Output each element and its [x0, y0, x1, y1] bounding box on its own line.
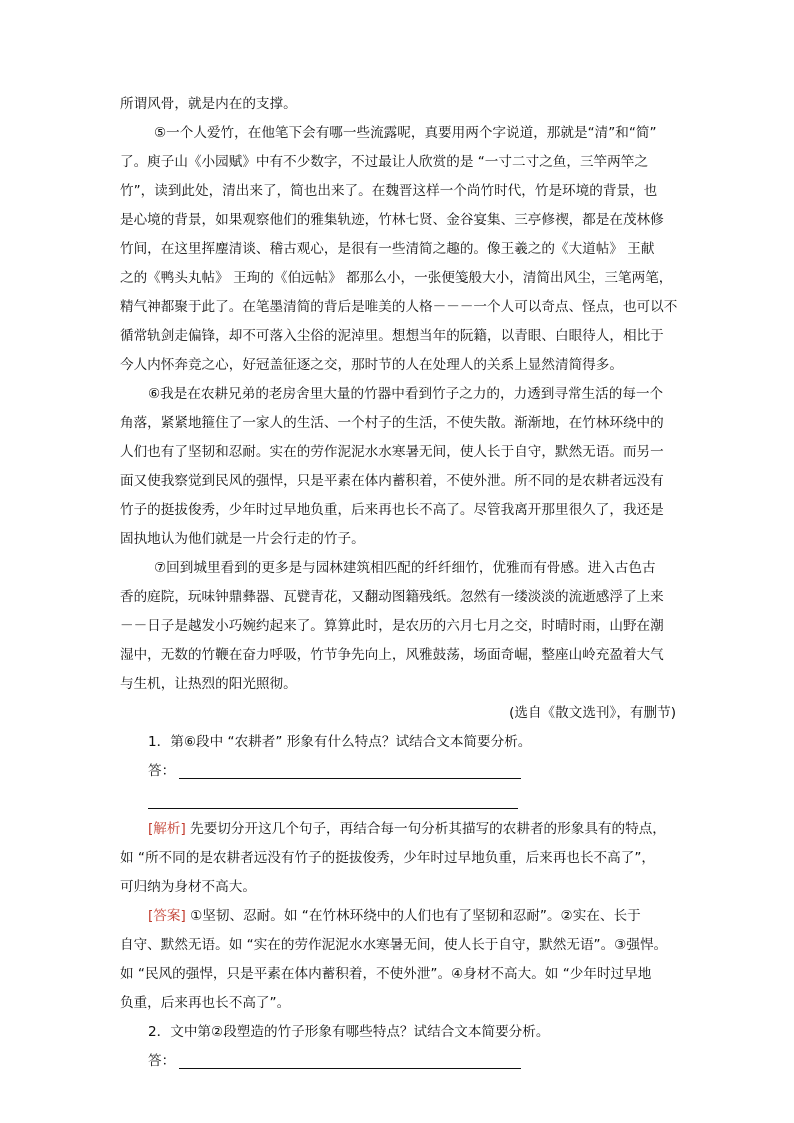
text-line: 了。庾子山《小园赋》中有不少数字，不过最让人欣赏的是 “一寸二寸之鱼，三竿两竿之	[120, 154, 648, 170]
text-line: 之的《鸭头丸帖》 王珣的《伯远帖》 都那么小，一张便笺般大小，清简出风尘，三笔两笔，	[120, 270, 673, 286]
text-line: 面又使我察觉到民风的强悍，只是平素在体内蓄积着，不使外泄。所不同的是农耕者远没有	[120, 473, 664, 489]
answer-blank-line[interactable]	[179, 760, 521, 779]
answer-tag: [答案]	[148, 908, 186, 924]
answer-blank-line[interactable]	[148, 786, 518, 809]
text-line: 竹”，读到此处，清出来了，简也出来了。在魏晋这样一个尚竹时代，竹是环境的背景，也	[120, 183, 658, 199]
answer-blank-line[interactable]	[179, 1050, 521, 1069]
answer-blank-row	[120, 786, 676, 815]
text-line: 竹间，在这里挥麈清谈、稽古观心，是很有一些清简之趣的。像王羲之的《大道帖》 王献	[120, 241, 655, 257]
paragraph-5	[120, 119, 676, 380]
text-line: ⑥我是在农耕兄弟的老房舍里大量的竹器中看到竹子之力的，力透到寻常生活的每一个	[148, 386, 664, 402]
text-line: 精气神都聚于此了。在笔墨清简的背后是唯美的人格－－－一个人可以奇点、怪点，也可以不	[120, 299, 678, 315]
text-line: 今人内怀奔竞之心，好冠盖征逐之交，那时节的人在处理人的关系上显然清简得多。	[120, 357, 623, 373]
text-line: 可归纳为身材不高大。	[120, 879, 256, 895]
text-line	[120, 902, 676, 931]
answer-prefix: 答：	[148, 1053, 176, 1069]
question-text: 1．第⑥段中 “农耕者” 形象有什么特点？试结合文本简要分析。	[148, 734, 532, 750]
text-line: 湿中，无数的竹鞭在奋力呼吸，竹节争先向上，风雅鼓荡，场面奇崛，整座山岭充盈着大气	[120, 647, 664, 663]
analysis-block	[120, 815, 676, 902]
text-line: 人们也有了坚韧和忍耐。实在的劳作泥泥水水寒暑无间，使人长于自守，默然无语。而另一	[120, 444, 664, 460]
text-line: 与生机，让热烈的阳光照彻。	[120, 676, 297, 692]
text-line: 角落，紧紧地箍住了一家人的生活、一个村子的生活，不使失散。渐渐地，在竹林环绕中的	[120, 415, 664, 431]
analysis-text: 先要切分开这几个句子，再结合每一句分析其描写的农耕者的形象具有的特点，	[190, 821, 666, 837]
paragraph-7	[120, 554, 676, 699]
paragraph-6	[120, 380, 676, 554]
question-text: 2．文中第②段塑造的竹子形象有哪些特点？试结合文本简要分析。	[148, 1024, 550, 1040]
answer-text: ①坚韧、忍耐。如 “在竹林环绕中的人们也有了坚韧和忍耐”。②实在、长于	[190, 908, 641, 924]
source-citation: (选自《散文选刊》，有删节)	[509, 705, 676, 721]
question-1	[120, 728, 676, 815]
text-line: 如 “所不同的是农耕者远没有竹子的挺拔俊秀，少年时过早地负重，后来再也长不高了”，	[120, 850, 655, 866]
text-line: 香的庭院，玩味钟鼎彝器、瓦甓青花，又翻动图籍残纸。忽然有一缕淡淡的流逝感浮了上来	[120, 589, 664, 605]
text-line: ⑤一个人爱竹，在他笔下会有哪一些流露呢，真要用两个字说道，那就是“清”和“简”	[154, 125, 657, 141]
text-line: 自守、默然无语。如 “实在的劳作泥泥水水寒暑无间，使人长于自守，默然无语”。③强悍。	[120, 937, 668, 953]
answer-block	[120, 902, 676, 1018]
question-2	[120, 1018, 676, 1076]
text-line: －－日子是越发小巧婉约起来了。算算此时，是农历的六月七月之交，时晴时雨，山野在潮	[120, 618, 664, 634]
text-line: ⑦回到城里看到的更多是与园林建筑相匹配的纤纤细竹，优雅而有骨感。进入古色古	[154, 560, 656, 576]
text-line: 循常轨剑走偏锋，却不可落入尘俗的泥淖里。想想当年的阮籍，以青眼、白眼待人，相比于	[120, 328, 664, 344]
text-line: 如 “民风的强悍，只是平素在体内蓄积着，不使外泄”。④身材不高大。如 “少年时过早地	[120, 966, 652, 982]
text-line	[120, 815, 676, 844]
intro-line: 所谓风骨，就是内在的支撑。	[120, 96, 297, 112]
answer-row	[120, 757, 676, 786]
text-line: 是心境的背景，如果观察他们的雅集轨迹，竹林七贤、金谷宴集、三亭修禊，都是在茂林修	[120, 212, 664, 228]
answer-row	[120, 1047, 676, 1076]
document-page	[120, 90, 676, 1076]
answer-prefix: 答：	[148, 763, 176, 779]
text-line: 竹子的挺拔俊秀，少年时过早地负重，后来再也长不高了。尽管我离开那里很久了，我还是	[120, 502, 664, 518]
text-line: 固执地认为他们就是一片会行走的竹子。	[120, 531, 365, 547]
analysis-tag: [解析]	[148, 821, 186, 837]
text-line: 负重，后来再也长不高了”。	[120, 995, 291, 1011]
